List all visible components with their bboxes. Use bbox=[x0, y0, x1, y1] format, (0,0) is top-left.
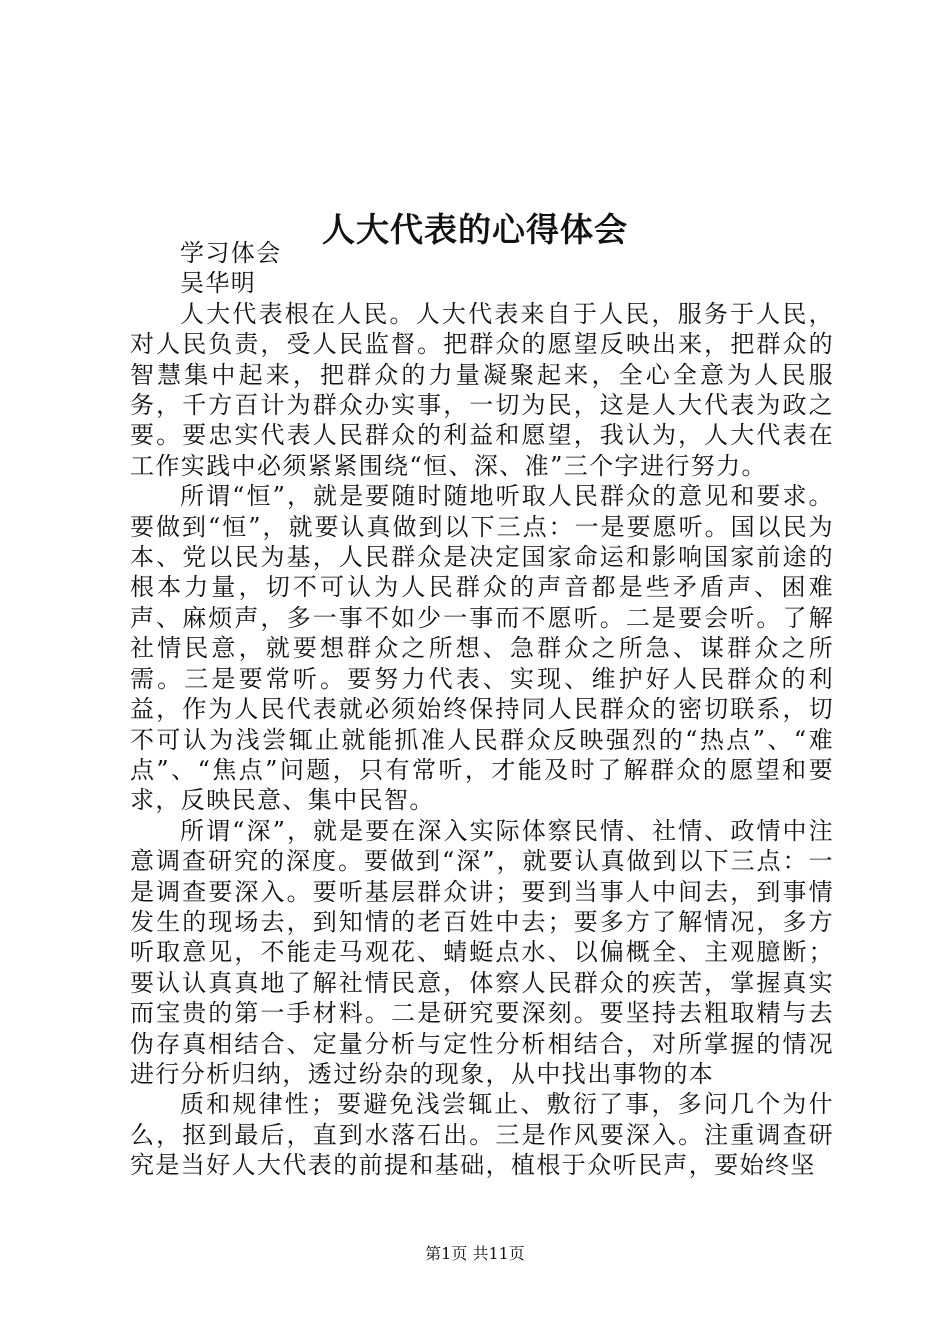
paragraph: 所谓“深”，就是要在深入实际体察民情、社情、政情中注意调查研究的深度。要做到“深”，就要认真做到以下三点：一是调查要深入。要听基层群众讲；要到当事人中间去，到事情发生的现场去，到知情的老百姓中去；要多方了解情况，多方听取意见，不能走马观花、蜻蜓点水、以偏概全、主观臆断；要认认真真地了解社情民意，体察人民群众的疾苦，掌握真实而宝贵的第一手材料。二是研究要深刻。要坚持去粗取精与去伪存真相结合、定量分析与定性分析相结合，对所掌握的情况进行分析归纳，透过纷杂的现象，从中找出事物的本 bbox=[130, 816, 834, 1088]
subtitle-line: 学习体会 bbox=[180, 239, 282, 267]
paragraph: 所谓“恒”，就是要随时随地听取人民群众的意见和要求。要做到“恒”，就要认真做到以下三点：一是要愿听。国以民为本、党以民为基，人民群众是决定国家命运和影响国家前途的根本力量，切不可认为人民群众的声音都是些矛盾声、困难声、麻烦声，多一事不如少一事而不愿听。二是要会听。了解社情民意，就要想群众之所想、急群众之所急、谋群众之所需。三是要常听。要努力代表、实现、维护好人民群众的利益，作为人民代表就必须始终保持同人民群众的密切联系，切不可认为浅尝辄止就能抓准人民群众反映强烈的“热点”、“难点”、“焦点”问题，只有常听，才能及时了解群众的愿望和要求，反映民意、集中民智。 bbox=[130, 482, 834, 815]
document-body bbox=[130, 238, 834, 1181]
document-title: 人大代表的心得体会 bbox=[322, 210, 628, 250]
author-line: 吴华明 bbox=[180, 269, 257, 298]
page-footer: 第1页 共11页 bbox=[425, 1244, 525, 1263]
paragraph: 人大代表根在人民。人大代表来自于人民，服务于人民，对人民负责，受人民监督。把群众的愿望反映出来，把群众的智慧集中起来，把群众的力量凝聚起来，全心全意为人民服务，千方百计为群众办实事，一切为民，这是人大代表为政之要。要忠实代表人民群众的利益和愿望，我认为，人大代表在工作实践中必须紧紧围绕“恒、深、准”三个字进行努力。 bbox=[130, 299, 834, 480]
paragraph: 质和规律性；要避免浅尝辄止、敷衍了事，多问几个为什么，抠到最后，直到水落石出。三是作风要深入。注重调查研究是当好人大代表的前提和基础，植根于众听民声，要始终坚 bbox=[130, 1090, 834, 1180]
